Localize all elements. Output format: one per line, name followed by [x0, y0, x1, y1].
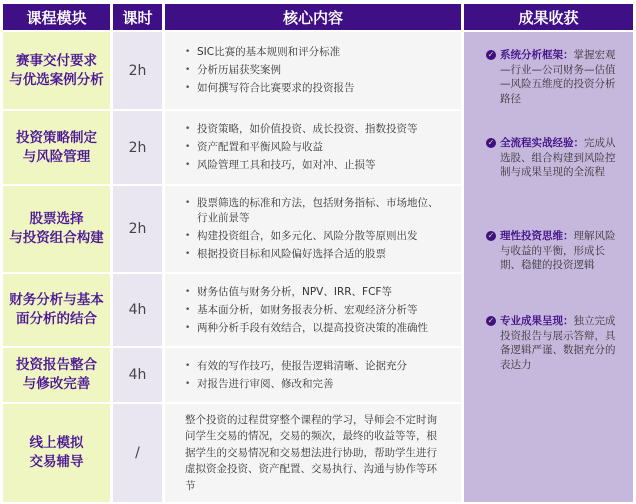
module-title — [9, 291, 104, 329]
result-text: 独立完成投资报告与展示答辩，具备逻辑严谨、数据充分的表达力 — [500, 315, 616, 371]
hours-cell: 2h — [113, 186, 162, 272]
content-item: • 资产配置和平衡风险与收益 — [185, 140, 447, 155]
content-item: • 基本面分析，如财务报表分析、宏观经济分析等 — [185, 303, 447, 318]
content-paragraph: 整个投资的过程贯穿整个课程的学习，导师会不定时询问学生交易的情况，交易的频次，最终的收益等等，根据学生的交易情况和交易想法进行协助，帮助学生进行虚拟资金投资、资产配置、交易执行、沟通与协作等环节 — [185, 413, 437, 492]
module-title-line: 线上模拟 — [29, 435, 84, 451]
results-cell — [464, 32, 633, 502]
content-cell — [165, 404, 461, 502]
check-circle-icon: ✓ — [487, 231, 495, 240]
result-item — [486, 314, 623, 372]
module-cell — [3, 274, 110, 346]
content-list — [185, 282, 447, 339]
check-circle-icon: ✓ — [487, 138, 495, 147]
module-cell — [3, 111, 110, 184]
content-list — [185, 119, 447, 176]
check-circle-icon: ✓ — [487, 316, 495, 325]
module-cell — [3, 404, 110, 502]
header-results: 成果收获 — [464, 4, 633, 30]
content-cell — [165, 274, 461, 346]
module-title-line: 与优选案例分析 — [9, 71, 104, 88]
module-title-line: 股票选择 — [29, 211, 84, 227]
module-title — [16, 129, 97, 167]
module-title-line: 面分析的结合 — [16, 311, 97, 327]
hours-cell: 2h — [113, 32, 162, 109]
result-title: 系统分析框架： — [500, 49, 574, 61]
content-item: • 分析历届获奖案例 — [185, 63, 447, 78]
content-list — [185, 42, 447, 99]
content-item: • 如何撰写符合比赛要求的投资报告 — [185, 81, 447, 96]
hours-cell: 4h — [113, 348, 162, 402]
content-item: • SIC比赛的基本规则和评分标准 — [185, 45, 447, 60]
content-item: • 有效的写作技巧，使报告逻辑清晰、论据充分 — [185, 359, 447, 374]
module-title-line: 投资报告整合 — [16, 357, 97, 373]
hours-cell: 4h — [113, 274, 162, 346]
hours-cell: / — [113, 404, 162, 502]
content-item: • 根据投资目标和风险偏好选择合适的股票 — [185, 247, 447, 262]
check-circle-icon: ✓ — [487, 50, 495, 59]
content-list — [185, 193, 447, 265]
header-content: 核心内容 — [165, 4, 461, 30]
content-item: • 风险管理工具和技巧，如对冲、止损等 — [185, 158, 447, 173]
module-cell — [3, 348, 110, 402]
module-title-line: 与风险管理 — [22, 148, 91, 165]
header-hours: 课时 — [113, 4, 162, 30]
module-title-line: 交易辅导 — [29, 454, 84, 470]
module-title-line: 财务分析与基本 — [9, 292, 104, 308]
module-cell — [3, 186, 110, 272]
content-cell — [165, 348, 461, 402]
content-cell — [165, 32, 461, 109]
content-list — [185, 356, 447, 395]
result-item — [486, 48, 623, 106]
content-item: • 股票筛选的标准和方法，包括财务指标、市场地位、行业前景等 — [185, 196, 447, 226]
result-text: 理解风险与收益的平衡，形成长期、稳健的投资逻辑 — [500, 230, 616, 271]
module-title-line: 投资策略制定 — [16, 129, 97, 146]
content-item: • 构建投资组合，如多元化、风险分散等原则出发 — [185, 229, 447, 244]
result-text: 完成从选股、组合构建到风险控制与成果呈现的全流程 — [500, 137, 616, 178]
header-module: 课程模块 — [3, 4, 110, 30]
module-title — [9, 52, 104, 90]
result-title: 专业成果呈现： — [500, 315, 574, 327]
result-item — [486, 136, 623, 180]
module-title-line: 与修改完善 — [22, 376, 91, 392]
result-title: 全流程实战经验： — [500, 137, 584, 149]
content-item: • 财务估值与财务分析，NPV、IRR、FCF等 — [185, 285, 447, 300]
module-cell — [3, 32, 110, 109]
content-item: • 两种分析手段有效结合，以提高投资决策的准确性 — [185, 321, 447, 336]
result-item — [486, 229, 623, 273]
content-cell — [165, 186, 461, 272]
module-title — [30, 434, 84, 472]
content-cell — [165, 111, 461, 184]
result-title: 理性投资思维： — [500, 230, 574, 242]
module-title — [16, 356, 97, 394]
module-title-line: 与投资组合构建 — [9, 230, 104, 246]
course-table — [3, 4, 633, 502]
hours-cell: 2h — [113, 111, 162, 184]
module-title-line: 赛事交付要求 — [16, 52, 97, 69]
content-item: • 投资策略，如价值投资、成长投资、指数投资等 — [185, 122, 447, 137]
module-title — [9, 210, 104, 248]
result-text: 掌握宏观—行业—公司财务—估值—风险五维度的投资分析路径 — [500, 49, 616, 105]
content-item: • 对报告进行审阅、修改和完善 — [185, 377, 447, 392]
